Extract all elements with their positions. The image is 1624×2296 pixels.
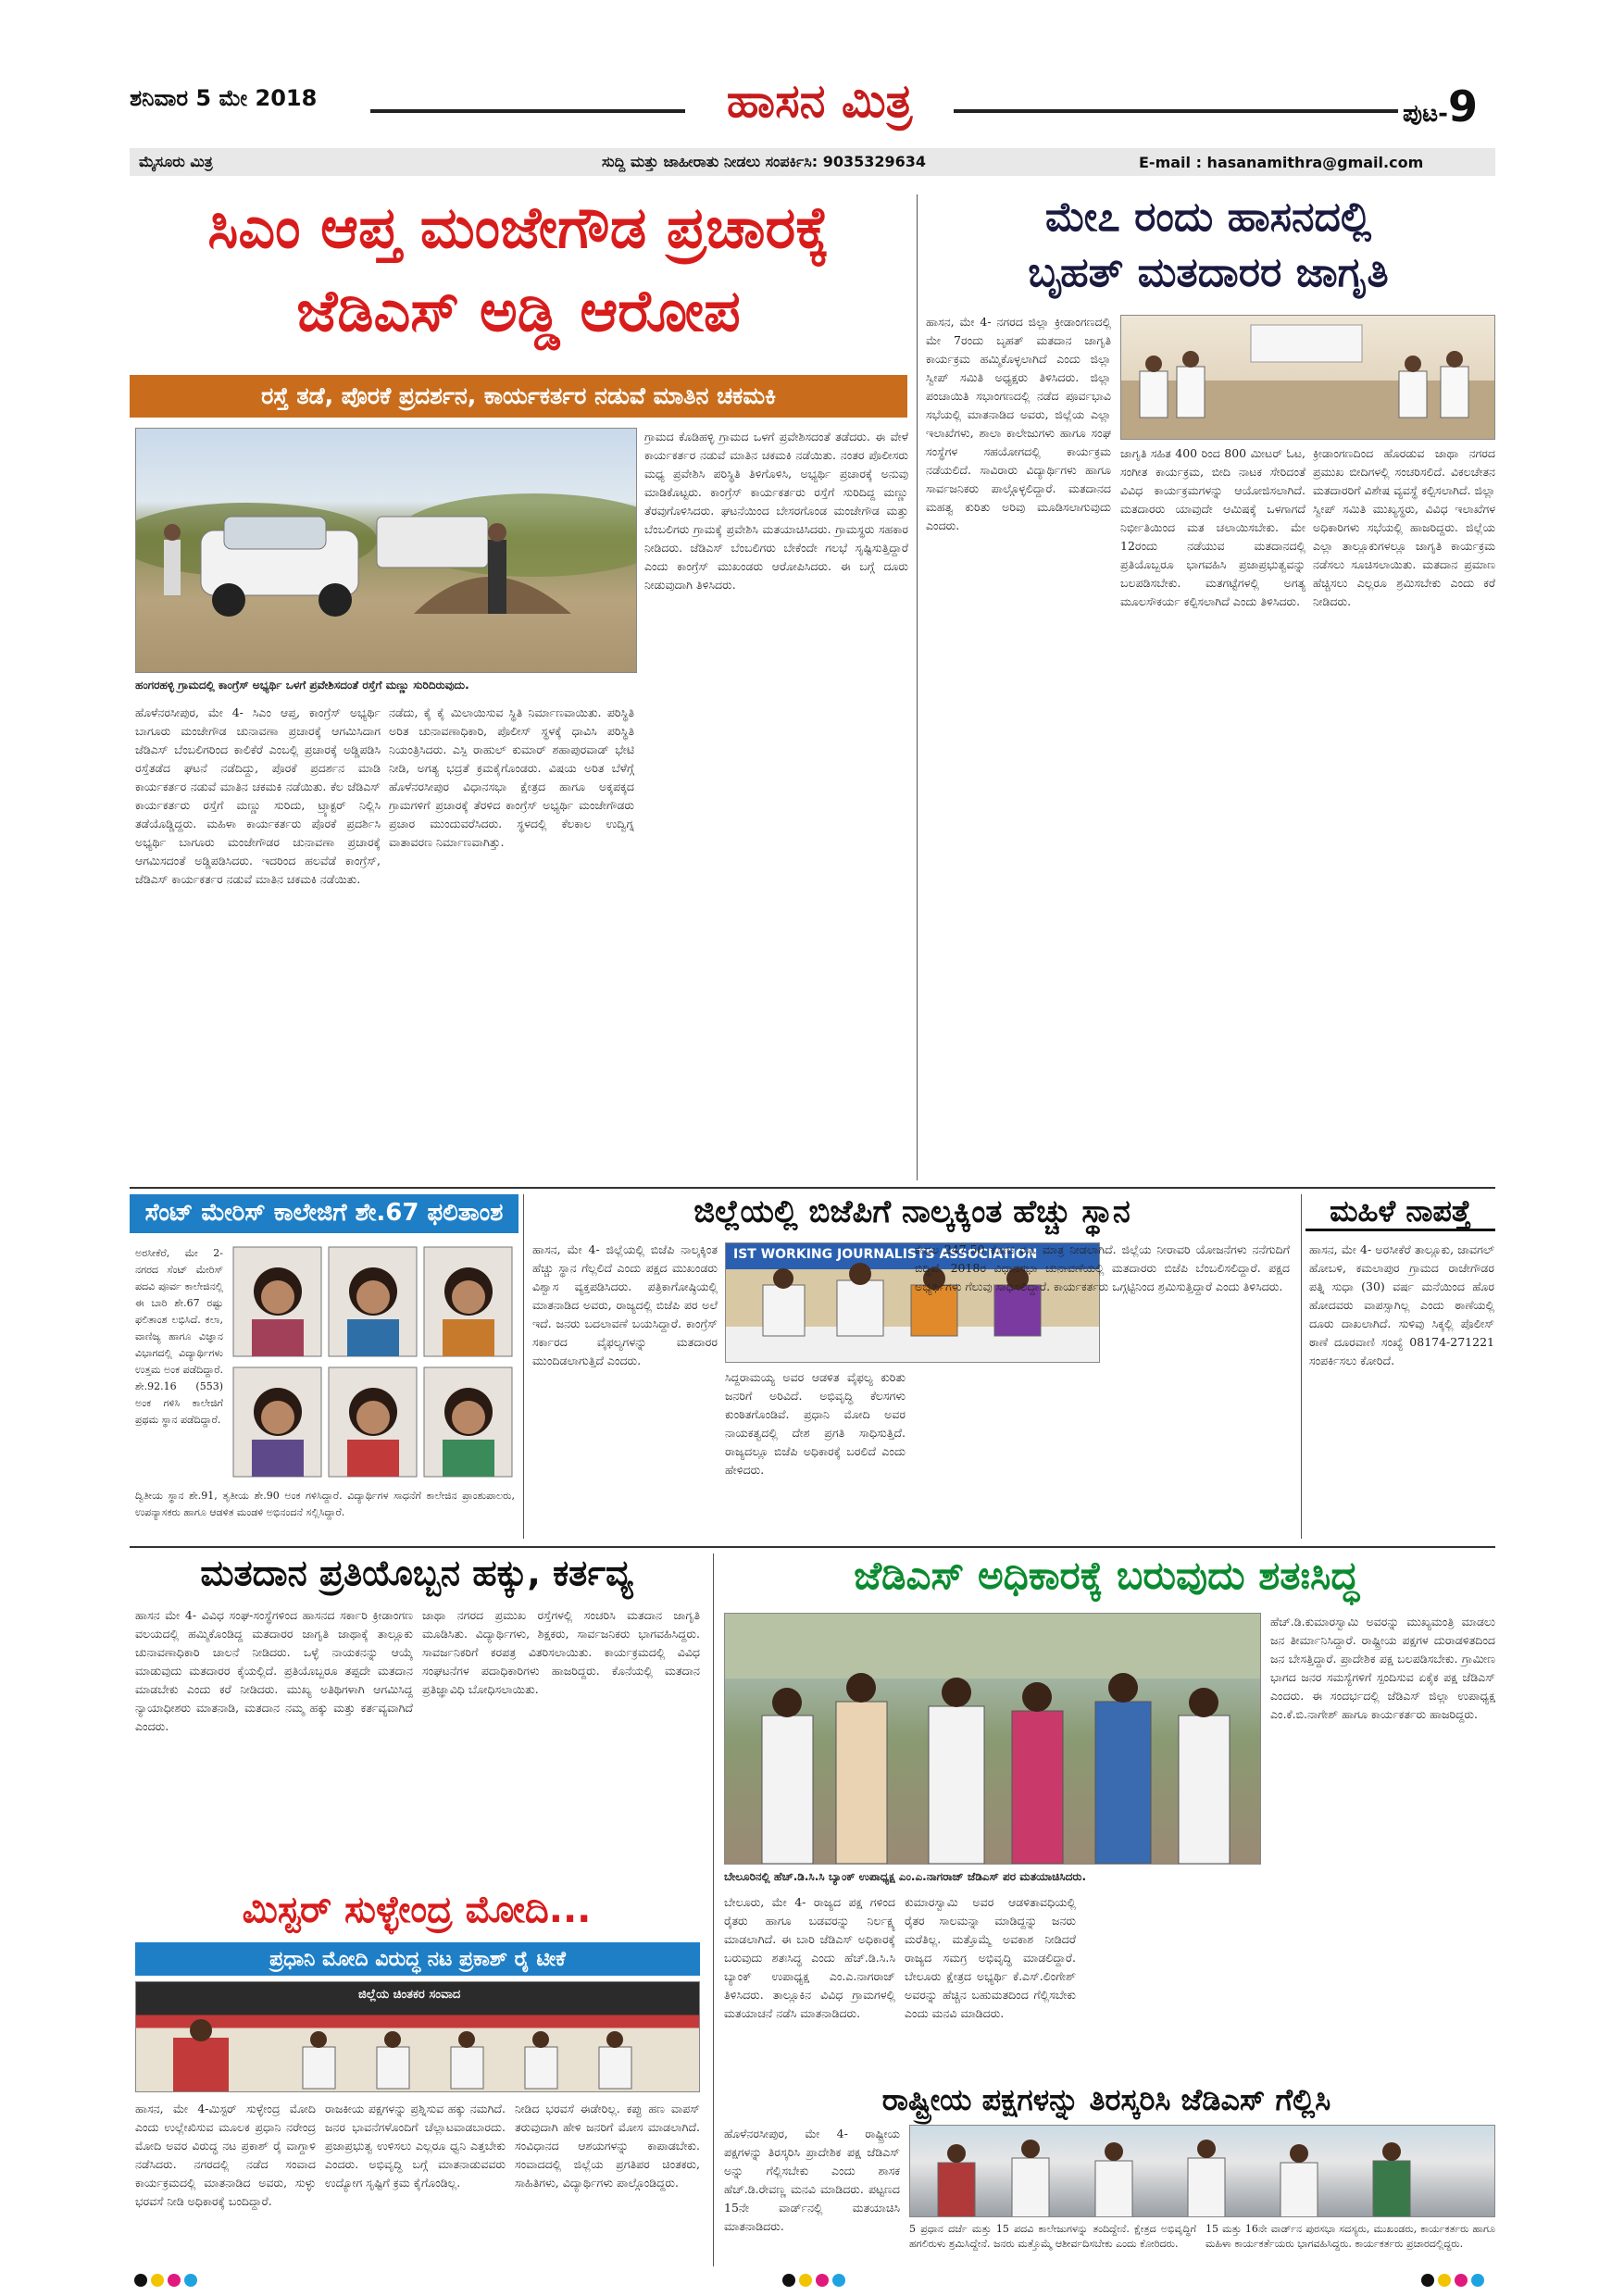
dot-cyan: [1471, 2274, 1484, 2287]
story4-col-a: ಹಾಸನ, ಮೇ 4- ಜಿಲ್ಲೆಯಲ್ಲಿ ಬಿಜೆಪಿ ನಾಲ್ಕಕ್ಕಿಂತ ಹೆಚ್ಚು ಸ್ಥಾನ ಗೆಲ್ಲಲಿದೆ ಎಂದು ಪಕ್ಷದ ಮುಖಂಡರು ವಿಶ್ವಾಸ ವ್ಯಕ್ತಪಡಿಸಿದರು. ಪತ್ರಿಕಾಗೋಷ್ಠಿಯಲ್ಲಿ ಮಾತನಾಡಿದ ಅವರು, ರಾಜ್ಯದಲ್ಲಿ ಬಿಜೆಪಿ ಪರ ಅಲೆ ಇದೆ. ಜನರು ಬದಲಾವಣೆ ಬಯಸಿದ್ದಾರೆ. ಕಾಂಗ್ರೆಸ್ ಸರ್ಕಾರದ ವೈಫಲ್ಯಗಳನ್ನು ಮತದಾರರ ಮುಂದಿಡಲಾಗುತ್ತಿದೆ ಎಂದರು.: [532, 1242, 718, 1367]
story8-col-b: ರಾಜಕೀಯ ಪಕ್ಷಗಳನ್ನು ಪ್ರಶ್ನಿಸುವ ಹಕ್ಕು ನಮಗಿದೆ. ಜನರ ಭಾವನೆಗಳೊಂದಿಗೆ ಚೆಲ್ಲಾಟವಾಡಬಾರದು. ಪ್ರಜಾಪ್ರಭುತ್ವ ಉಳಿಸಲು ಎಲ್ಲರೂ ಧ್ವನಿ ಎತ್ತಬೇಕು ಎಂದರು. ಅಭಿವೃದ್ಧಿ ಬಗ್ಗೆ ಮಾತನಾಡುವವರು ಉದ್ಯೋಗ ಸೃಷ್ಟಿಗೆ ಕ್ರಮ ಕೈಗೊಂಡಿಲ್ಲ.: [325, 2102, 506, 2190]
story1-photo: [135, 428, 637, 673]
story2-headline-line1: ಮೇ೭ ರಂದು ಹಾಸನದಲ್ಲಿ: [1044, 193, 1372, 241]
story9-headline: ರಾಷ್ಟ್ರೀಯ ಪಕ್ಷಗಳನ್ನು ತಿರಸ್ಕರಿಸಿ ಜೆಡಿಎಸ್ ಗೆಲ್ಲಿಸಿ: [881, 2082, 1331, 2117]
dot-magenta: [1455, 2274, 1468, 2287]
dot-magenta: [816, 2274, 829, 2287]
registration-dots-center: [782, 2273, 849, 2290]
registration-dots-right: [1421, 2273, 1488, 2290]
story5-headline: ಮಹಿಳೆ ನಾಪತ್ತೆ: [1305, 1194, 1495, 1231]
story6-col-a: ಹಾಸನ ಮೇ 4- ವಿವಿಧ ಸಂಘ-ಸಂಸ್ಥೆಗಳಿಂದ ಹಾಸನದ ಸರ್ಕಾರಿ ಕ್ರೀಡಾಂಗಣ ವಲಯದಲ್ಲಿ ಹಮ್ಮಿಕೊಂಡಿದ್ದ ಮತದಾರರ ಜಾಗೃತಿ ಜಾಥಾಕ್ಕೆ ತಾಲ್ಲೂಕು ಚುನಾವಣಾಧಿಕಾರಿ ಚಾಲನೆ ನೀಡಿದರು. ಒಳ್ಳೆ ನಾಯಕನನ್ನು ಆಯ್ಕೆ ಮಾಡುವುದು ಮತದಾರರ ಕೈಯಲ್ಲಿದೆ. ಪ್ರತಿಯೊಬ್ಬರೂ ತಪ್ಪದೇ ಮತದಾನ ಮಾಡಬೇಕು ಎಂದು ಕರೆ ನೀಡಿದರು. ಮುಖ್ಯ ಅತಿಥಿಗಳಾಗಿ ಆಗಮಿಸಿದ್ದ ನ್ಯಾಯಾಧೀಶರು ಮಾತನಾಡಿ, ಮತದಾನ ನಮ್ಮ ಹಕ್ಕು ಮತ್ತು ಕರ್ತವ್ಯವಾಗಿದೆ ಎಂದರು.: [135, 1608, 413, 1733]
story9-photo: [909, 2125, 1495, 2217]
story4-col-b: ಸಿದ್ದರಾಮಯ್ಯ ಅವರ ಆಡಳಿತ ವೈಫಲ್ಯ ಕುರಿತು ಜನರಿಗೆ ಅರಿವಿದೆ. ಅಭಿವೃದ್ಧಿ ಕೆಲಸಗಳು ಕುಂಠಿತಗೊಂಡಿವೆ. ಪ್ರಧಾನಿ ಮೋದಿ ಅವರ ನಾಯಕತ್ವದಲ್ಲಿ ದೇಶ ಪ್ರಗತಿ ಸಾಧಿಸುತ್ತಿದೆ. ರಾಜ್ಯದಲ್ಲೂ ಬಿಜೆಪಿ ಅಧಿಕಾರಕ್ಕೆ ಬರಲಿದೆ ಎಂದು ಹೇಳಿದರು.: [725, 1370, 906, 1477]
story7-photo: [724, 1613, 1261, 1865]
section-divider: [130, 1187, 1495, 1189]
story3-col-b: ದ್ವಿತೀಯ ಸ್ಥಾನ ಶೇ.91, ತೃತೀಯ ಶೇ.90 ಅಂಕ ಗಳಿಸಿದ್ದಾರೆ. ವಿದ್ಯಾರ್ಥಿಗಳ ಸಾಧನೆಗೆ ಕಾಲೇಜಿನ ಪ್ರಾಂಶುಪಾಲರು, ಉಪನ್ಯಾಸಕರು ಹಾಗೂ ಆಡಳಿತ ಮಂಡಳಿ ಅಭಿನಂದನೆ ಸಲ್ಲಿಸಿದ್ದಾರೆ.: [135, 1490, 515, 1518]
story7-headline: ಜೆಡಿಎಸ್ ಅಧಿಕಾರಕ್ಕೆ ಬರುವುದು ಶತಃಸಿದ್ಧ: [854, 1553, 1359, 1598]
story1-headline-line1: ಸಿಎಂ ಆಪ್ತ ಮಂಜೇಗೌಡ ಪ್ರಚಾರಕ್ಕೆ: [207, 193, 830, 261]
header-rule-left: [370, 109, 685, 113]
column-divider: [523, 1194, 524, 1539]
story1-col-a: ಹೊಳೆನರಸೀಪುರ, ಮೇ 4- ಸಿಎಂ ಆಪ್ತ, ಕಾಂಗ್ರೆಸ್ ಅಭ್ಯರ್ಥಿ ಬಾಗೂರು ಮಂಜೇಗೌಡ ಚುನಾವಣಾ ಪ್ರಚಾರಕ್ಕೆ ಆಗಮಿಸಿದಾಗ ಜೆಡಿಎಸ್ ಬೆಂಬಲಿಗರಿಂದ ಕಾಲಿಕೆರೆ ಎಂಬಲ್ಲಿ ಪ್ರಚಾರಕ್ಕೆ ಅಡ್ಡಿಪಡಿಸಿ ರಸ್ತೆತಡೆದ ಘಟನೆ ನಡೆದಿದ್ದು, ಪೊರಕೆ ಪ್ರದರ್ಶನ ಮಾಡಿ ಕಾರ್ಯಕರ್ತರ ನಡುವೆ ಮಾತಿನ ಚಕಮಕಿ ನಡೆಯಿತು. ಕೆಲ ಜೆಡಿಎಸ್ ಕಾರ್ಯಕರ್ತರು ರಸ್ತೆಗೆ ಮಣ್ಣು ಸುರಿದು, ಟ್ರ್ಯಾಕ್ಟರ್ ನಿಲ್ಲಿಸಿ ತಡೆಯೊಡ್ಡಿದ್ದರು. ಮಹಿಳಾ ಕಾರ್ಯಕರ್ತರು ಪೊರಕೆ ಪ್ರದರ್ಶಿಸಿ ಅಭ್ಯರ್ಥಿ ಬಾಗೂರು ಮಂಜೇಗೌಡರ ಚುನಾವಣಾ ಪ್ರಚಾರಕ್ಕೆ ಆಗಮಿಸದಂತೆ ಅಡ್ಡಿಪಡಿಸಿದರು. ಇದರಿಂದ ಹಲವೆಡೆ ಕಾಂಗ್ರೆಸ್, ಜೆಡಿಎಸ್ ಕಾರ್ಯಕರ್ತರ ನಡುವೆ ಮಾತಿನ ಚಕಮಕಿ ನಡೆಯಿತು.: [135, 705, 381, 886]
story2-headline-line2: ಬೃಹತ್ ಮತದಾರರ ಜಾಗೃತಿ: [1028, 249, 1389, 296]
story7-caption: ಬೇಲೂರಿನಲ್ಲಿ ಹೆಚ್.ಡಿ.ಸಿ.ಸಿ ಬ್ಯಾಂಕ್ ಉಪಾಧ್ಯಕ್ಷ ಎಂ.ಎ.ನಾಗರಾಜ್ ಜೆಡಿಎಸ್ ಪರ ಮತಯಾಚಿಸಿದರು.: [724, 1870, 1087, 1883]
car-roadblock-image: [136, 429, 637, 673]
dot-black: [1421, 2274, 1434, 2287]
story1-caption: ಹಂಗರಹಳ್ಳಿ ಗ್ರಾಮದಲ್ಲಿ ಕಾಂಗ್ರೆಸ್ ಅಭ್ಯರ್ಥಿ ಒಳಗೆ ಪ್ರವೇಶಿಸದಂತೆ ರಸ್ತೆಗೆ ಮಣ್ಣು ಸುರಿದಿರುವುದು.: [135, 679, 469, 692]
story3-col-a: ಅರಸೀಕೆರೆ, ಮೇ 2- ನಗರದ ಸೆಂಟ್ ಮೇರಿಸ್ ಪದವಿ ಪೂರ್ವ ಕಾಲೇಜಿನಲ್ಲಿ ಈ ಬಾರಿ ಶೇ.67 ರಷ್ಟು ಫಲಿತಾಂಶ ಲಭಿಸಿದೆ. ಕಲಾ, ವಾಣಿಜ್ಯ ಹಾಗೂ ವಿಜ್ಞಾನ ವಿಭಾಗದಲ್ಲಿ ವಿದ್ಯಾರ್ಥಿಗಳು ಉತ್ತಮ ಅಂಕ ಪಡೆದಿದ್ದಾರೆ. ಶೇ.92.16 (553) ಅಂಕ ಗಳಿಸಿ ಕಾಲೇಜಿಗೆ ಪ್ರಥಮ ಸ್ಥಾನ ಪಡೆದಿದ್ದಾರೆ.: [135, 1247, 223, 1426]
email-line: E-mail : hasanamithra@gmail.com: [1139, 153, 1424, 171]
story7-col-a: ಬೇಲೂರು, ಮೇ 4- ರಾಜ್ಯದ ಪಕ್ಷ ಗಳಿಂದ ರೈತರು ಹಾಗೂ ಬಡವರನ್ನು ನಿರ್ಲಕ್ಷ್ಯ ಮಾಡಲಾಗಿದೆ. ಈ ಬಾರಿ ಜೆಡಿಎಸ್ ಅಧಿಕಾರಕ್ಕೆ ಬರುವುದು ಶತಃಸಿದ್ಧ ಎಂದು ಹೆಚ್.ಡಿ.ಸಿ.ಸಿ ಬ್ಯಾಂಕ್ ಉಪಾಧ್ಯಕ್ಷ ಎಂ.ಎ.ನಾಗರಾಜ್ ತಿಳಿಸಿದರು. ತಾಲ್ಲೂಕಿನ ವಿವಿಧ ಗ್ರಾಮಗಳಲ್ಲಿ ಮತಯಾಚನೆ ನಡೆಸಿ ಮಾತನಾಡಿದರು.: [724, 1895, 895, 2020]
header-rule-right: [954, 109, 1398, 113]
story7-col-b: ಕುಮಾರಸ್ವಾಮಿ ಅವರ ಆಡಳಿತಾವಧಿಯಲ್ಲಿ ರೈತರ ಸಾಲಮನ್ನಾ ಮಾಡಿದ್ದನ್ನು ಜನರು ಮರೆತಿಲ್ಲ. ಮತ್ತೊಮ್ಮೆ ಅವಕಾಶ ನೀಡಿದರೆ ರಾಜ್ಯದ ಸಮಗ್ರ ಅಭಿವೃದ್ಧಿ ಮಾಡಲಿದ್ದಾರೆ. ಬೇಲೂರು ಕ್ಷೇತ್ರದ ಅಭ್ಯರ್ಥಿ ಕೆ.ಎಸ್.ಲಿಂಗೇಶ್ ಅವರನ್ನು ಹೆಚ್ಚಿನ ಬಹುಮತದಿಂದ ಗೆಲ್ಲಿಸಬೇಕು ಎಂದು ಮನವಿ ಮಾಡಿದರು.: [905, 1895, 1076, 2020]
story9-col-a: ಹೊಳೆನರಸೀಪುರ, ಮೇ 4- ರಾಷ್ಟ್ರೀಯ ಪಕ್ಷಗಳನ್ನು ತಿರಸ್ಕರಿಸಿ ಪ್ರಾದೇಶಿಕ ಪಕ್ಷ ಜೆಡಿಎಸ್ ಅನ್ನು ಗೆಲ್ಲಿಸಬೇಕು ಎಂದು ಶಾಸಕ ಹೆಚ್.ಡಿ.ರೇವಣ್ಣ ಮನವಿ ಮಾಡಿದರು. ಪಟ್ಟಣದ 15ನೇ ವಾರ್ಡ್‌ನಲ್ಲಿ ಮತಯಾಚಿಸಿ ಮಾತನಾಡಿದರು.: [724, 2127, 900, 2233]
story9-col-b: 5 ಪ್ರಧಾನ ದರ್ಜೆ ಮತ್ತು 15 ಪದವಿ ಕಾಲೇಜುಗಳನ್ನು ತಂದಿದ್ದೇನೆ. ಕ್ಷೇತ್ರದ ಅಭಿವೃದ್ಧಿಗೆ ಹಗಲಿರುಳು ಶ್ರಮಿಸಿದ್ದೇನೆ. ಜನರು ಮತ್ತೊಮ್ಮೆ ಆಶೀರ್ವದಿಸಬೇಕು ಎಂದು ಕೋರಿದರು.: [909, 2223, 1196, 2250]
story2-col-a: ಹಾಸನ, ಮೇ 4- ನಗರದ ಜಿಲ್ಲಾ ಕ್ರೀಡಾಂಗಣದಲ್ಲಿ ಮೇ 7ರಂದು ಬೃಹತ್ ಮತದಾನ ಜಾಗೃತಿ ಕಾರ್ಯಕ್ರಮ ಹಮ್ಮಿಕೊಳ್ಳಲಾಗಿದೆ ಎಂದು ಜಿಲ್ಲಾ ಸ್ವೀಪ್ ಸಮಿತಿ ಅಧ್ಯಕ್ಷರು ತಿಳಿಸಿದರು. ಜಿಲ್ಲಾ ಪಂಚಾಯಿತಿ ಸಭಾಂಗಣದಲ್ಲಿ ನಡೆದ ಪೂರ್ವಭಾವಿ ಸಭೆಯಲ್ಲಿ ಮಾತನಾಡಿದ ಅವರು, ಜಿಲ್ಲೆಯ ಎಲ್ಲಾ ಇಲಾಖೆಗಳು, ಶಾಲಾ ಕಾಲೇಜುಗಳು ಹಾಗೂ ಸಂಘ ಸಂಸ್ಥೆಗಳ ಸಹಯೋಗದಲ್ಲಿ ಕಾರ್ಯಕ್ರಮ ನಡೆಯಲಿದೆ. ಸಾವಿರಾರು ವಿದ್ಯಾರ್ಥಿಗಳು ಹಾಗೂ ಸಾರ್ವಜನಿಕರು ಪಾಲ್ಗೊಳ್ಳಲಿದ್ದಾರೆ. ಮತದಾನದ ಮಹತ್ವ ಕುರಿತು ಅರಿವು ಮೂಡಿಸಲಾಗುವುದು ಎಂದರು.: [926, 315, 1111, 532]
column-divider: [1301, 1194, 1302, 1539]
story2-col-c: ಕ್ರೀಡಾಂಗಣದಿಂದ ಹೊರಡುವ ಜಾಥಾ ನಗರದ ಪ್ರಮುಖ ಬೀದಿಗಳಲ್ಲಿ ಸಂಚರಿಸಲಿದೆ. ವಿಕಲಚೇತನ ಮತದಾರರಿಗೆ ವಿಶೇಷ ವ್ಯವಸ್ಥೆ ಕಲ್ಪಿಸಲಾಗಿದೆ. ಜಿಲ್ಲಾ ಸ್ವೀಪ್ ಸಮಿತಿ ಮುಖ್ಯಸ್ಥರು, ವಿವಿಧ ಇಲಾಖೆಗಳ ಅಧಿಕಾರಿಗಳು ಸಭೆಯಲ್ಲಿ ಹಾಜರಿದ್ದರು. ಜಿಲ್ಲೆಯ ಎಲ್ಲಾ ತಾಲ್ಲೂಕುಗಳಲ್ಲೂ ಜಾಗೃತಿ ಕಾರ್ಯಕ್ರಮ ನಡೆಸಲು ಸೂಚಿಸಲಾಯಿತು. ಮತದಾನ ಪ್ರಮಾಣ ಹೆಚ್ಚಿಸಲು ಎಲ್ಲರೂ ಶ್ರಮಿಸಬೇಕು ಎಂದು ಕರೆ ನೀಡಿದರು.: [1313, 446, 1495, 608]
story9-col-c: 15 ಮತ್ತು 16ನೇ ವಾರ್ಡ್‌ನ ಪುರಸಭಾ ಸದಸ್ಯರು, ಮುಖಂಡರು, ಕಾರ್ಯಕರ್ತರು ಹಾಗೂ ಮಹಿಳಾ ಕಾರ್ಯಕರ್ತೆಯರು ಭಾಗವಹಿಸಿದ್ದರು. ಕಾರ್ಯಕರ್ತರು ಪ್ರಚಾರದಲ್ಲಿದ್ದರು.: [1206, 2223, 1495, 2250]
story6-headline: ಮತದಾನ ಪ್ರತಿಯೊಬ್ಬನ ಹಕ್ಕು, ಕರ್ತವ್ಯ: [200, 1553, 633, 1593]
story1-col-c: ಗ್ರಾಮದ ಕೊಡಿಹಳ್ಳಿ ಗ್ರಾಮದ ಒಳಗೆ ಪ್ರವೇಶಿಸದಂತೆ ತಡೆದರು. ಈ ವೇಳೆ ಕಾರ್ಯಕರ್ತರ ನಡುವೆ ಮಾತಿನ ಚಕಮಕಿ ನಡೆಯಿತು. ನಂತರ ಪೊಲೀಸರು ಮಧ್ಯ ಪ್ರವೇಶಿಸಿ ಪರಿಸ್ಥಿತಿ ತಿಳಿಗೊಳಿಸಿ, ಅಭ್ಯರ್ಥಿ ಪ್ರಚಾರಕ್ಕೆ ಅನುವು ಮಾಡಿಕೊಟ್ಟರು. ಕಾಂಗ್ರೆಸ್ ಕಾರ್ಯಕರ್ತರು ರಸ್ತೆಗೆ ಸುರಿದಿದ್ದ ಮಣ್ಣು ತೆರವುಗೊಳಿಸಿದರು. ಘಟನೆಯಿಂದ ಬೇಸರಗೊಂಡ ಮಂಜೇಗೌಡ ಮತ್ತು ಬೆಂಬಲಿಗರು ಗ್ರಾಮಕ್ಕೆ ಪ್ರವೇಶಿಸಿ ಮತಯಾಚಿಸಿದರು. ಗ್ರಾಮಸ್ಥರು ಸಹಕಾರ ನೀಡಿದರು. ಜೆಡಿಎಸ್ ಬೆಂಬಲಿಗರು ಬೇಕೆಂದೇ ಗಲಭೆ ಸೃಷ್ಟಿಸುತ್ತಿದ್ದಾರೆ ಎಂದು ಕಾಂಗ್ರೆಸ್ ಮುಖಂಡರು ಆರೋಪಿಸಿದರು. ಈ ಬಗ್ಗೆ ದೂರು ನೀಡುವುದಾಗಿ ತಿಳಿಸಿದರು.: [644, 430, 908, 592]
story8-subhead: ಪ್ರಧಾನಿ ಮೋದಿ ವಿರುದ್ಧ ನಟ ಪ್ರಕಾಶ್ ರೈ ಟೀಕೆ: [135, 1942, 700, 1976]
dot-yellow: [799, 2274, 812, 2287]
student-photos-image: [231, 1245, 514, 1481]
story8-photo: [135, 1981, 700, 2092]
student-photo-grid: [231, 1245, 514, 1481]
story8-col-c: ನೀಡಿದ ಭರವಸೆ ಈಡೇರಿಲ್ಲ. ಕಪ್ಪು ಹಣ ವಾಪಸ್ ತರುವುದಾಗಿ ಹೇಳಿ ಜನರಿಗೆ ಮೋಸ ಮಾಡಲಾಗಿದೆ. ಸಂವಿಧಾನದ ಆಶಯಗಳನ್ನು ಕಾಪಾಡಬೇಕು. ಸಂವಾದದಲ್ಲಿ ಜಿಲ್ಲೆಯ ಪ್ರಗತಿಪರ ಚಿಂತಕರು, ಸಾಹಿತಿಗಳು, ವಿದ್ಯಾರ್ಥಿಗಳು ಪಾಲ್ಗೊಂಡಿದ್ದರು.: [515, 2102, 700, 2190]
story1-subhead: ರಸ್ತೆ ತಡೆ, ಪೊರಕೆ ಪ್ರದರ್ಶನ, ಕಾರ್ಯಕರ್ತರ ನಡುವೆ ಮಾತಿನ ಚಕಮಕಿ: [130, 375, 907, 418]
stage-banner-text: ಜಿಲ್ಲೆಯ ಚಿಂತಕರ ಸಂವಾದ: [358, 1988, 461, 2002]
page-number: ಪುಟ-9: [1403, 81, 1478, 131]
story2-col-b: ಜಾಗೃತಿ ಸಹಿತ 400 ರಿಂದ 800 ಮೀಟರ್ ಓಟ, ಸಂಗೀತ ಕಾರ್ಯಕ್ರಮ, ಬೀದಿ ನಾಟಕ ಸೇರಿದಂತೆ ವಿವಿಧ ಕಾರ್ಯಕ್ರಮಗಳನ್ನು ಆಯೋಜಿಸಲಾಗಿದೆ. ಮತದಾರರು ಯಾವುದೇ ಆಮಿಷಕ್ಕೆ ಒಳಗಾಗದೆ ನಿರ್ಭೀತಿಯಿಂದ ಮತ ಚಲಾಯಿಸಬೇಕು. ಮೇ 12ರಂದು ನಡೆಯುವ ಮತದಾನದಲ್ಲಿ ಪ್ರತಿಯೊಬ್ಬರೂ ಭಾಗವಹಿಸಿ ಪ್ರಜಾಪ್ರಭುತ್ವವನ್ನು ಬಲಪಡಿಸಬೇಕು. ಮತಗಟ್ಟೆಗಳಲ್ಲಿ ಅಗತ್ಯ ಮೂಲಸೌಕರ್ಯ ಕಲ್ಪಿಸಲಾಗಿದೆ ಎಂದು ತಿಳಿಸಿದರು.: [1120, 446, 1305, 608]
dot-cyan: [832, 2274, 845, 2287]
story4-headline: ಜಿಲ್ಲೆಯಲ್ಲಿ ಬಿಜೆಪಿಗೆ ನಾಲ್ಕಕ್ಕಿಂತ ಹೆಚ್ಚು ಸ್ಥಾನ: [693, 1193, 1131, 1230]
story8-col-a: ಹಾಸನ, ಮೇ 4-ಮಿಸ್ಟರ್ ಸುಳ್ಳೇಂದ್ರ ಮೋದಿ ಎಂದು ಉಲ್ಲೇಖಿಸುವ ಮೂಲಕ ಪ್ರಧಾನಿ ನರೇಂದ್ರ ಮೋದಿ ಅವರ ವಿರುದ್ಧ ನಟ ಪ್ರಕಾಶ್ ರೈ ವಾಗ್ದಾಳಿ ನಡೆಸಿದರು. ನಗರದಲ್ಲಿ ನಡೆದ ಸಂವಾದ ಕಾರ್ಯಕ್ರಮದಲ್ಲಿ ಮಾತನಾಡಿದ ಅವರು, ಸುಳ್ಳು ಭರವಸೆ ನೀಡಿ ಅಧಿಕಾರಕ್ಕೆ ಬಂದಿದ್ದಾರೆ.: [135, 2102, 316, 2208]
story7-col-c: ಹೆಚ್.ಡಿ.ಕುಮಾರಸ್ವಾಮಿ ಅವರನ್ನು ಮುಖ್ಯಮಂತ್ರಿ ಮಾಡಲು ಜನ ತೀರ್ಮಾನಿಸಿದ್ದಾರೆ. ರಾಷ್ಟ್ರೀಯ ಪಕ್ಷಗಳ ದುರಾಡಳಿತದಿಂದ ಜನ ಬೇಸತ್ತಿದ್ದಾರೆ. ಪ್ರಾದೇಶಿಕ ಪಕ್ಷ ಬಲಪಡಿಸಬೇಕು. ಗ್ರಾಮೀಣ ಭಾಗದ ಜನರ ಸಮಸ್ಯೆಗಳಿಗೆ ಸ್ಪಂದಿಸುವ ಏಕೈಕ ಪಕ್ಷ ಜೆಡಿಎಸ್ ಎಂದರು. ಈ ಸಂದರ್ಭದಲ್ಲಿ ಜೆಡಿಎಸ್ ಜಿಲ್ಲಾ ಉಪಾಧ್ಯಕ್ಷ ಎಂ.ಕೆ.ಬಿ.ನಾಗೇಶ್ ಹಾಗೂ ಕಾರ್ಯಕರ್ತರು ಹಾಜರಿದ್ದರು.: [1270, 1615, 1495, 1721]
story5-col-a: ಹಾಸನ, ಮೇ 4- ಅರಸೀಕೆರೆ ತಾಲ್ಲೂಕು, ಜಾವಗಲ್ ಹೋಬಳಿ, ಕಮಲಾಪುರ ಗ್ರಾಮದ ರಾಜೇಗೌಡರ ಪತ್ನಿ ಸುಧಾ (30) ವರ್ಷ ಮನೆಯಿಂದ ಹೊರ ಹೋದವರು ವಾಪಸ್ಸಾಗಿಲ್ಲ ಎಂದು ಠಾಣೆಯಲ್ಲಿ ದೂರು ದಾಖಲಾಗಿದೆ. ಸುಳಿವು ಸಿಕ್ಕಲ್ಲಿ ಪೊಲೀಸ್ ಠಾಣೆ ದೂರವಾಣಿ ಸಂಖ್ಯೆ 08174-271221 ಸಂಪರ್ಕಿಸಲು ಕೋರಿದೆ.: [1309, 1242, 1494, 1367]
contact-strip: [130, 148, 1495, 176]
contact-line: ಸುದ್ದಿ ಮತ್ತು ಜಾಹೀರಾತು ನೀಡಲು ಸಂಪರ್ಕಿಸಿ: 9035329634: [602, 153, 927, 170]
section-label: ಮೈಸೂರು ಮಿತ್ರ: [139, 153, 213, 170]
story2-photo: [1120, 315, 1495, 440]
story8-headline: ಮಿಸ್ಟರ್ ಸುಳ್ಳೇಂದ್ರ ಮೋದಿ...: [242, 1889, 592, 1931]
meeting-image: [1121, 316, 1495, 440]
dot-yellow: [151, 2274, 164, 2287]
dot-black: [134, 2274, 147, 2287]
dot-black: [782, 2274, 795, 2287]
story4-col-c: ಕೇವಲ 247.50 ಕೋಟಿ ರೂ. ಮಾತ್ರ ನೀಡಲಾಗಿದೆ. ಜಿಲ್ಲೆಯ ನೀರಾವರಿ ಯೋಜನೆಗಳು ನನೆಗುದಿಗೆ ಬಿದ್ದಿವೆ. 2018ರ ವಿಧಾನಸಭಾ ಚುನಾವಣೆಯಲ್ಲಿ ಮತದಾರರು ಬಿಜೆಪಿ ಬೆಂಬಲಿಸಲಿದ್ದಾರೆ. ಪಕ್ಷದ ಅಭ್ಯರ್ಥಿಗಳು ಗೆಲುವು ಸಾಧಿಸಲಿದ್ದಾರೆ. ಕಾರ್ಯಕರ್ತರು ಒಗ್ಗಟ್ಟಿನಿಂದ ಶ್ರಮಿಸುತ್ತಿದ್ದಾರೆ ಎಂದು ತಿಳಿಸಿದರು.: [915, 1242, 1290, 1293]
story1-col-b: ನಡೆದು, ಕೈ ಕೈ ಮಿಲಾಯಿಸುವ ಸ್ಥಿತಿ ನಿರ್ಮಾಣವಾಯಿತು. ಪರಿಸ್ಥಿತಿ ಅರಿತ ಚುನಾವಣಾಧಿಕಾರಿ, ಪೊಲೀಸ್ ಸ್ಥಳಕ್ಕೆ ಧಾವಿಸಿ ಪರಿಸ್ಥಿತಿ ನಿಯಂತ್ರಿಸಿದರು. ಎಸ್ಪಿ ರಾಹುಲ್ ಕುಮಾರ್ ಶಹಾಪುರವಾಡ್ ಭೇಟಿ ನೀಡಿ, ಅಗತ್ಯ ಭದ್ರತೆ ಕ್ರಮಕೈಗೊಂಡರು. ವಿಷಯ ಅರಿತ ಬೆಳೆಗ್ಗೆ ಹೊಳೆನರಸೀಪುರ ವಿಧಾನಸಭಾ ಕ್ಷೇತ್ರದ ಹಾಗೂ ಅಕ್ಕಪಕ್ಕದ ಗ್ರಾಮಗಳಿಗೆ ಪ್ರಚಾರಕ್ಕೆ ತೆರಳಿದ ಕಾಂಗ್ರೆಸ್ ಅಭ್ಯರ್ಥಿ ಮಂಜೇಗೌಡರು ಪ್ರಚಾರ ಮುಂದುವರೆಸಿದರು. ಸ್ಥಳದಲ್ಲಿ ಕೆಲಕಾಲ ಉದ್ವಿಗ್ನ ವಾತಾವರಣ ನಿರ್ಮಾಣವಾಗಿತ್ತು.: [389, 705, 634, 849]
story3-headline: ಸೆಂಟ್ ಮೇರಿಸ್ ಕಾಲೇಜಿಗೆ ಶೇ.67 ಫಲಿತಾಂಶ: [130, 1194, 518, 1233]
issue-date: ಶನಿವಾರ 5 ಮೇ 2018: [130, 85, 318, 111]
column-divider: [917, 194, 918, 1180]
ward-campaign-image: [910, 2126, 1495, 2217]
dot-magenta: [168, 2274, 181, 2287]
section-divider: [130, 1546, 1495, 1548]
masthead-title: ಹಾಸನ ಮಿತ್ರ: [726, 74, 913, 128]
story1-headline-line2: ಜೆಡಿಎಸ್ ಅಡ್ಡಿ ಆರೋಪ: [296, 277, 741, 344]
dot-yellow: [1438, 2274, 1451, 2287]
photo-banner-text: IST WORKING JOURNALISTS ASSOCIATION: [733, 1247, 1038, 1262]
column-divider: [713, 1554, 714, 2266]
story6-col-b: ಜಾಥಾ ನಗರದ ಪ್ರಮುಖ ರಸ್ತೆಗಳಲ್ಲಿ ಸಂಚರಿಸಿ ಮತದಾನ ಜಾಗೃತಿ ಮೂಡಿಸಿತು. ವಿದ್ಯಾರ್ಥಿಗಳು, ಶಿಕ್ಷಕರು, ಸಾರ್ವಜನಿಕರು ಭಾಗವಹಿಸಿದ್ದರು. ಸಾವರ್ಜನಿಕರಿಗೆ ಕರಪತ್ರ ವಿತರಿಸಲಾಯಿತು. ಕಾರ್ಯಕ್ರಮದಲ್ಲಿ ವಿವಿಧ ಸಂಘಟನೆಗಳ ಪದಾಧಿಕಾರಿಗಳು ಹಾಜರಿದ್ದರು. ಕೊನೆಯಲ್ಲಿ ಮತದಾನ ಪ್ರತಿಜ್ಞಾವಿಧಿ ಬೋಧಿಸಲಾಯಿತು.: [422, 1608, 700, 1696]
crowd-campaign-image: [725, 1614, 1261, 1865]
registration-dots-left: [134, 2273, 201, 2290]
dot-cyan: [184, 2274, 197, 2287]
